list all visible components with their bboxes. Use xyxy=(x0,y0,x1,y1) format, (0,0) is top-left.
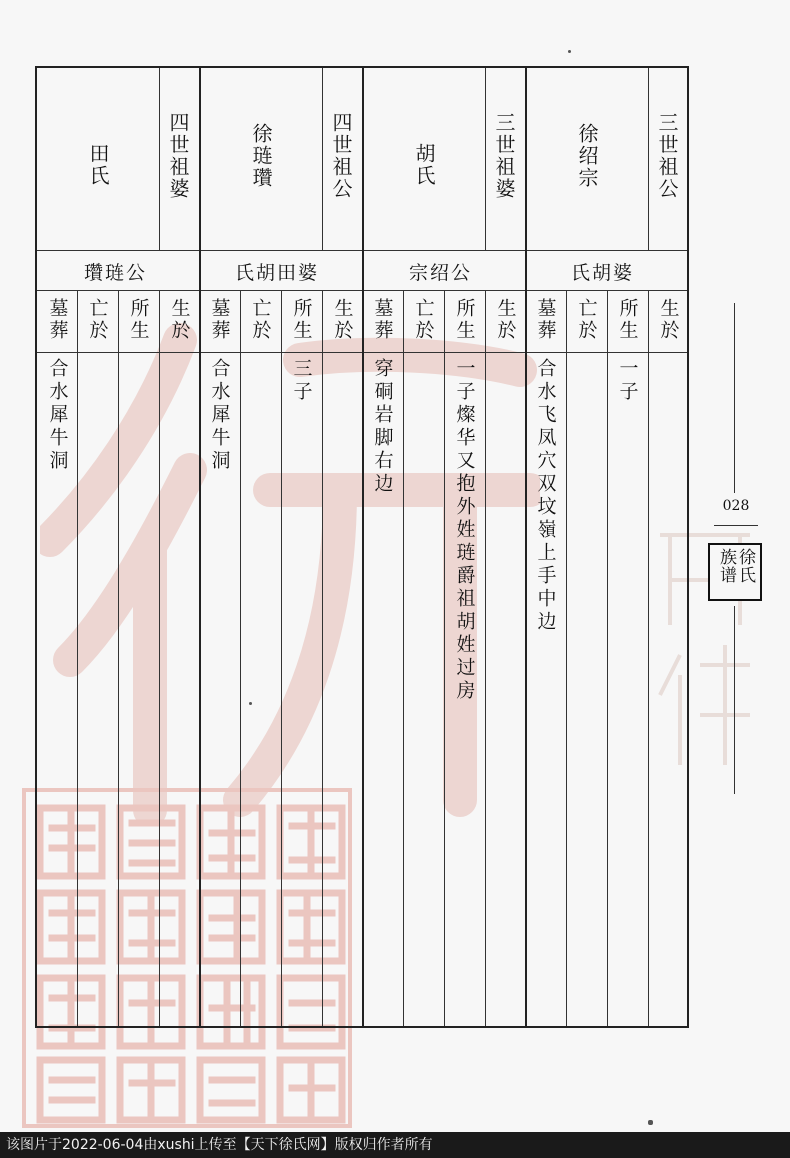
field-label-birth: 生於 xyxy=(331,298,354,342)
header-subdivider xyxy=(322,68,323,250)
field-divider xyxy=(485,290,486,1026)
field-label-death: 亡於 xyxy=(575,298,598,342)
margin-rule-lower xyxy=(734,606,735,794)
field-label-children: 所生 xyxy=(290,298,313,342)
header-subdivider xyxy=(485,68,486,250)
field-label-birth: 生於 xyxy=(168,298,191,342)
genealogy-table xyxy=(35,66,689,1028)
field-divider xyxy=(648,290,649,1026)
field-label-burial: 墓葬 xyxy=(208,298,231,342)
spouse-relation: 宗绍公 xyxy=(409,262,473,284)
field-label-death: 亡於 xyxy=(412,298,435,342)
field-label-death: 亡於 xyxy=(86,298,109,342)
field-label-children: 所生 xyxy=(127,298,150,342)
brand-line2: 族谱 xyxy=(716,548,736,584)
field-label-children: 所生 xyxy=(616,298,639,342)
field-value-children: 三子 xyxy=(290,358,313,404)
brand-line1: 徐氏 xyxy=(735,548,755,584)
field-divider xyxy=(403,290,404,1026)
speck xyxy=(648,1120,653,1125)
field-label-burial: 墓葬 xyxy=(371,298,394,342)
person-name: 徐琏瓚 xyxy=(249,123,273,189)
field-label-burial: 墓葬 xyxy=(46,298,69,342)
field-value-children: 一子 xyxy=(616,358,639,404)
field-label-birth: 生於 xyxy=(494,298,517,342)
margin-rule-upper xyxy=(734,303,735,493)
field-divider xyxy=(240,290,241,1026)
field-divider xyxy=(118,290,119,1026)
field-label-children: 所生 xyxy=(453,298,476,342)
person-name: 胡氏 xyxy=(412,143,436,187)
speck xyxy=(249,702,252,705)
header-subdivider xyxy=(648,68,649,250)
generation-label: 四世祖婆 xyxy=(166,112,190,200)
field-divider xyxy=(322,290,323,1026)
spouse-relation: 氏胡婆 xyxy=(571,262,635,284)
field-value-burial: 穿硐岩脚右边 xyxy=(371,358,394,496)
brand-seal xyxy=(708,543,762,601)
field-divider xyxy=(77,290,78,1026)
field-value-burial: 合水飞凤穴双坟嶺上手中边 xyxy=(534,358,557,634)
field-value-burial: 合水犀牛洞 xyxy=(208,358,231,473)
person-name: 徐绍宗 xyxy=(575,123,599,189)
upload-footer: 该图片于2022-06-04由xushi上传至【天下徐氏网】版权归作者所有 xyxy=(0,1132,790,1158)
field-value-children: 一子燦华又抱外姓琏爵祖胡姓过房 xyxy=(453,358,476,703)
header-subdivider xyxy=(159,68,160,250)
person-name: 田氏 xyxy=(86,143,110,187)
speck xyxy=(568,50,571,53)
page-number: 028 xyxy=(722,498,750,514)
field-label-death: 亡於 xyxy=(249,298,272,342)
field-divider xyxy=(159,290,160,1026)
generation-label: 三世祖婆 xyxy=(492,112,516,200)
spouse-relation: 瓚琏公 xyxy=(84,262,148,284)
spouse-relation: 氏胡田婆 xyxy=(235,262,320,284)
page-number-rule xyxy=(714,525,758,526)
person-separator xyxy=(199,68,201,1026)
field-label-burial: 墓葬 xyxy=(534,298,557,342)
generation-label: 四世祖公 xyxy=(329,112,353,200)
field-divider xyxy=(566,290,567,1026)
field-value-burial: 合水犀牛洞 xyxy=(46,358,69,473)
field-label-birth: 生於 xyxy=(657,298,680,342)
generation-label: 三世祖公 xyxy=(655,112,679,200)
person-separator xyxy=(362,68,364,1026)
